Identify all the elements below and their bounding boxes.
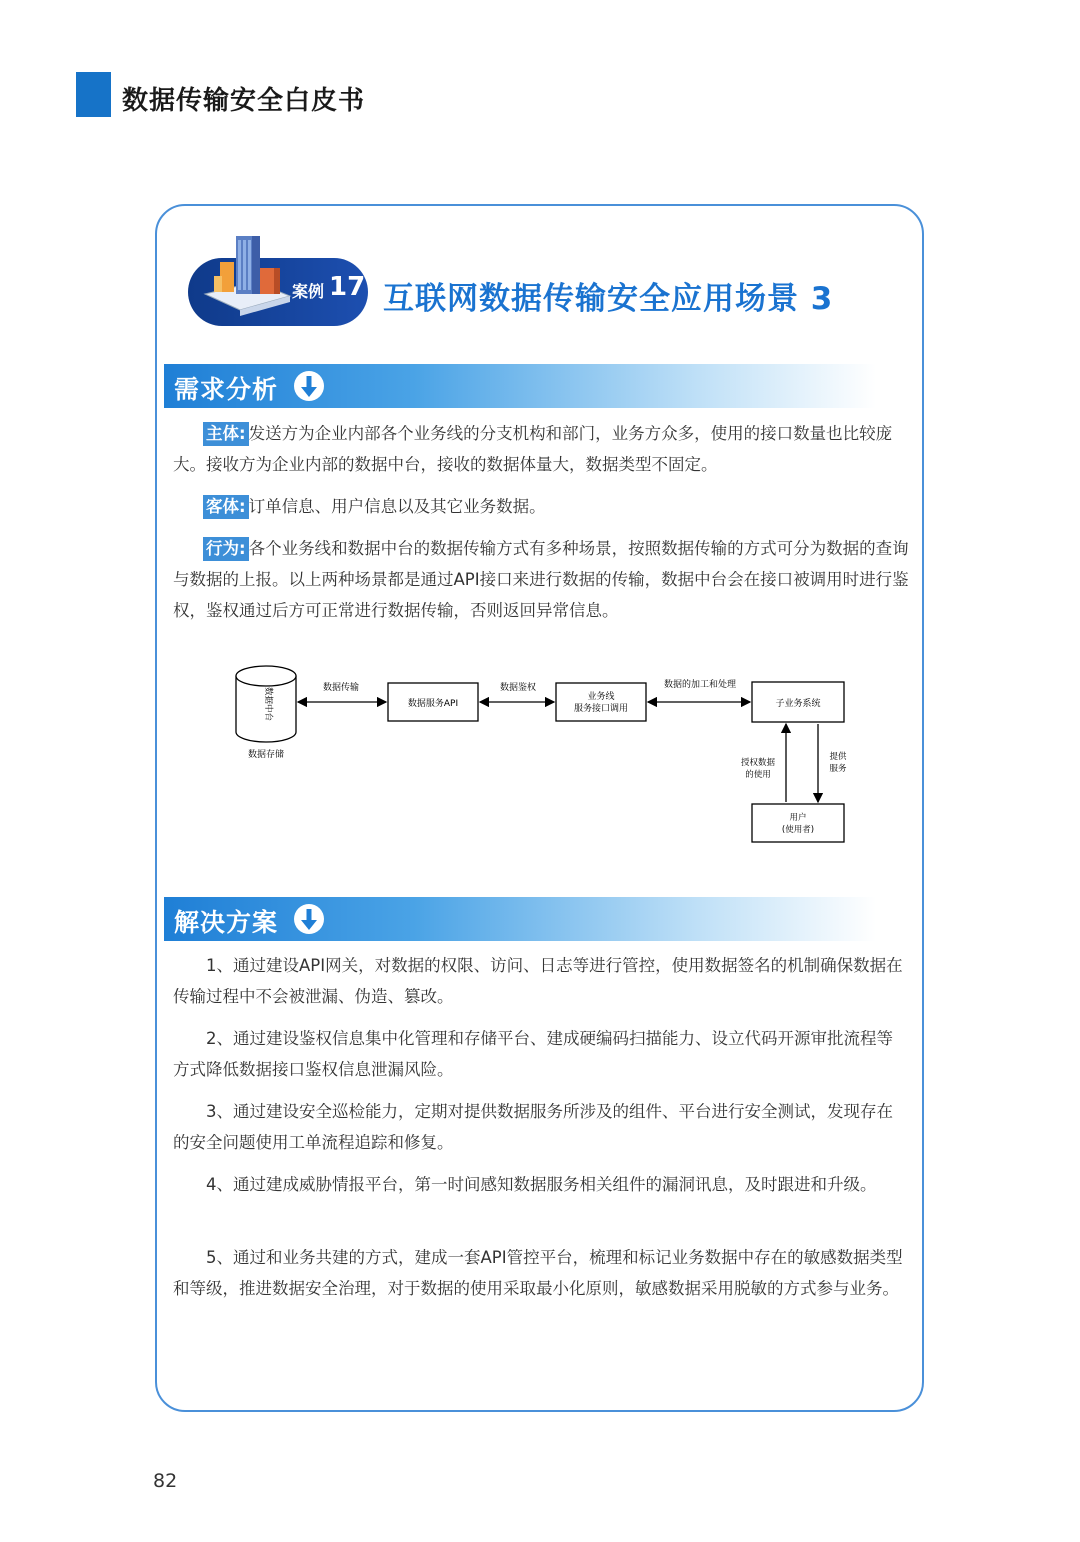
arrow-down-icon (292, 369, 326, 403)
solution-item: 4、通过建成威胁情报平台，第一时间感知数据服务相关组件的漏洞讯息，及时跟进和升级。 (206, 1175, 877, 1194)
db-caption: 数据存储 (247, 750, 285, 760)
section-header-solution (164, 897, 876, 941)
data-flow-diagram (230, 660, 860, 850)
edge3-label: 数据的加工和处理 (663, 680, 737, 690)
node-biz-line2: 服务接口调用 (573, 704, 629, 714)
subject-tag: 主体: (203, 422, 249, 446)
building-illustration-icon (200, 232, 295, 322)
node-user-line2: (使用者) (781, 825, 815, 835)
case-number: 17 (329, 272, 366, 302)
node-biz (556, 683, 646, 721)
demand-object-paragraph (173, 491, 909, 522)
node-user-line1: 用户 (789, 813, 807, 823)
edge1-label: 数据传输 (322, 683, 360, 693)
edge-up-line2: 的使用 (745, 770, 771, 780)
node-api-label: 数据服务API (407, 699, 459, 709)
section-title-demand: 需求分析 (174, 375, 279, 404)
solution-item: 3、通过建设安全巡检能力，定期对提供数据服务所涉及的组件、平台进行安全测试，发现存在的安全问题使用工单流程追踪和修复。 (173, 1102, 893, 1152)
edge2-label: 数据鉴权 (499, 683, 537, 693)
arrow-down-icon (292, 902, 326, 936)
db-label: 数据中台 (263, 686, 273, 722)
node-sub-label: 子业务系统 (775, 699, 821, 709)
demand-behavior-paragraph (173, 533, 909, 626)
header-accent-bar (76, 72, 111, 117)
object-text: 订单信息、用户信息以及其它业务数据。 (248, 497, 546, 516)
node-biz-line1: 业务线 (587, 692, 615, 702)
edge-down-line1: 提供 (829, 752, 847, 762)
page-number: 82 (153, 1470, 178, 1492)
solution-item: 1、通过建设API网关，对数据的权限、访问、日志等进行管控，使用数据签名的机制确保数据在传输过程中不会被泄漏、伪造、篡改。 (173, 956, 903, 1006)
solution-item: 2、通过建设鉴权信息集中化管理和存储平台、建成硬编码扫描能力、设立代码开源审批流程等方式降低数据接口鉴权信息泄漏风险。 (173, 1029, 893, 1079)
demand-subject-paragraph (173, 418, 909, 480)
edge-down-line2: 服务 (829, 764, 847, 774)
behavior-text: 各个业务线和数据中台的数据传输方式有多种场景，按照数据传输的方式可分为数据的查询与数据的上报。以上两种场景都是通过API接口来进行数据的传输，数据中台会在接口被调用时进行鉴权，鉴权通过后方可正常进行数据传输，否则返回异常信息。 (173, 539, 909, 620)
behavior-tag: 行为: (203, 537, 249, 561)
object-tag: 客体: (203, 495, 249, 519)
node-user (752, 804, 844, 842)
case-label: 案例 (292, 282, 325, 301)
case-title: 互联网数据传输安全应用场景 3 (383, 281, 834, 317)
section-title-solution: 解决方案 (174, 908, 279, 937)
edge-up-line1: 授权数据 (740, 758, 776, 768)
subject-text: 发送方为企业内部各个业务线的分支机构和部门，业务方众多，使用的接口数量也比较庞大。接收方为企业内部的数据中台，接收的数据体量大，数据类型不固定。 (173, 424, 893, 474)
solution-item: 5、通过和业务共建的方式，建成一套API管控平台，梳理和标记业务数据中存在的敏感数据类型和等级，推进数据安全治理，对于数据的使用采取最小化原则，敏感数据采用脱敏的方式参与业务。 (173, 1248, 903, 1298)
section-header-demand (164, 364, 876, 408)
document-title: 数据传输安全白皮书 (122, 86, 366, 116)
